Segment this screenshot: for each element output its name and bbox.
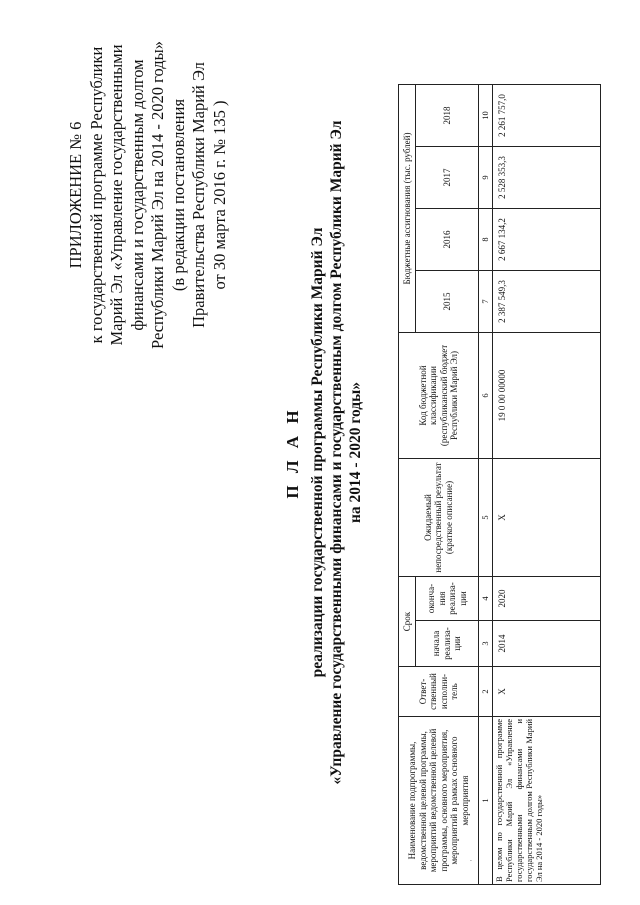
row-value-2015: 2 387 549,3 bbox=[492, 271, 600, 333]
header-budget: Бюджетные ассигнования (тыс. рублей) bbox=[399, 85, 416, 333]
row-value-2016: 2 667 134,2 bbox=[492, 209, 600, 271]
header-executor: Ответ-ственный исполни-тель bbox=[399, 667, 479, 717]
title-main: П Л А Н bbox=[283, 406, 302, 499]
table-row bbox=[492, 85, 600, 885]
row-code: 19 0 00 00000 bbox=[492, 333, 600, 459]
column-number: 6 bbox=[479, 333, 493, 459]
row-executor: X bbox=[492, 667, 600, 717]
appendix-line: от 30 марта 2016 г. № 135 ) bbox=[209, 100, 229, 290]
header-name: Наименование подпрограммы, ведомственной целевой программы, мероприятий ведомственной целевой программы, основного мероприятия, мероприятий в рамках основного мероприятия bbox=[399, 717, 479, 885]
appendix-line: к государственной программе Республики bbox=[86, 46, 106, 344]
plan-table bbox=[398, 84, 601, 885]
document-title bbox=[282, 40, 365, 865]
header-result: Ожидаемый непосредственный результат (краткое описание) bbox=[399, 459, 479, 577]
title-line: реализации государственной программы Республики Марий Эл bbox=[309, 227, 326, 678]
title-line: на 2014 - 2020 годы» bbox=[347, 382, 364, 523]
row-value-2017: 2 528 353,3 bbox=[492, 147, 600, 209]
title-line: «Управление государственными финансами и государственным долгом Республики Марий Эл bbox=[328, 120, 345, 785]
column-number: 8 bbox=[479, 209, 493, 271]
column-number: 10 bbox=[479, 85, 493, 147]
column-number: 7 bbox=[479, 271, 493, 333]
column-number: 1 bbox=[479, 717, 493, 885]
column-number: 3 bbox=[479, 621, 493, 667]
column-number: 4 bbox=[479, 577, 493, 621]
row-end: 2020 bbox=[492, 577, 600, 621]
header-year: 2016 bbox=[416, 209, 479, 271]
row-result: X bbox=[492, 459, 600, 577]
appendix-line: ПРИЛОЖЕНИЕ № 6 bbox=[66, 121, 85, 269]
column-number: 5 bbox=[479, 459, 493, 577]
scan-mark: · bbox=[466, 859, 476, 862]
header-term: Срок bbox=[399, 577, 416, 667]
row-value-2018: 2 261 757,0 bbox=[492, 85, 600, 147]
appendix-line: (в редакции постановления bbox=[168, 98, 188, 292]
row-name: В целом по государственной программе Республики Марий Эл «Управление государственными финансами и государственным долгом Республики Марий Эл на 2014 - 2020 годы» bbox=[492, 717, 600, 885]
appendix-line: Марий Эл «Управление государственными bbox=[107, 44, 126, 346]
appendix-block bbox=[66, 25, 230, 365]
appendix-line: Республики Марий Эл на 2014 - 2020 годы» bbox=[148, 41, 167, 349]
column-number: 2 bbox=[479, 667, 493, 717]
header-term-start: начала реализа-ции bbox=[416, 621, 479, 667]
header-year: 2017 bbox=[416, 147, 479, 209]
appendix-line: Правительства Республики Марий Эл bbox=[189, 62, 208, 328]
header-year: 2018 bbox=[416, 85, 479, 147]
header-code: Код бюджетной классификации (республиканский бюджет Республики Марий Эл) bbox=[399, 333, 479, 459]
row-start: 2014 bbox=[492, 621, 600, 667]
appendix-line: финансами и государственным долгом bbox=[127, 59, 147, 331]
header-term-end: оконча-ния реализа-ции bbox=[416, 577, 479, 621]
column-number: 9 bbox=[479, 147, 493, 209]
header-year: 2015 bbox=[416, 271, 479, 333]
